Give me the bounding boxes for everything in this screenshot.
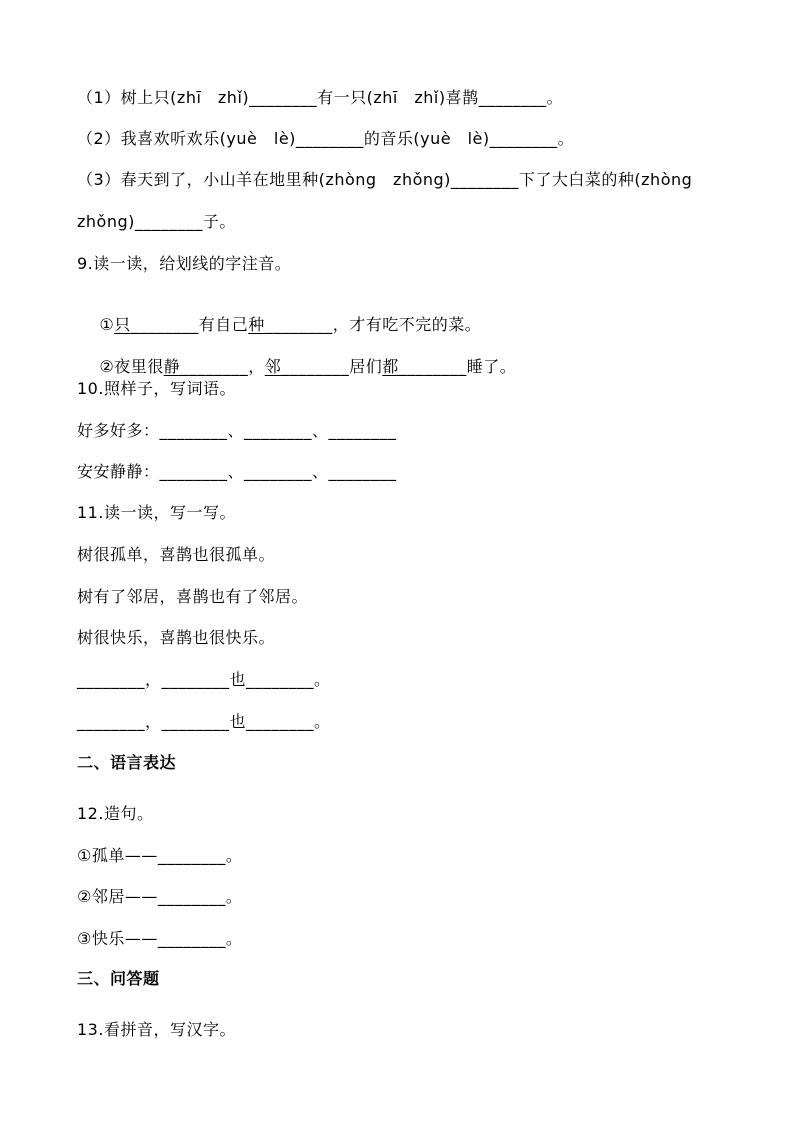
q11-blank-2: ________，________也________。 <box>77 712 331 731</box>
q8-item-1: （1）树上只(zhī zhǐ)________有一只(zhī zhǐ)喜鹊________。 <box>77 88 564 107</box>
q9-row1-blank1: ________有自己 <box>130 315 249 334</box>
q12-item-3: ③快乐——________。 <box>77 929 243 948</box>
q9-row2-prefix: ②夜里很 <box>99 357 164 376</box>
q11-title: 11.读一读，写一写。 <box>77 503 236 522</box>
q10-row-1: 好多好多：________、________、________ <box>77 421 397 440</box>
underlined-char: 邻 <box>264 357 282 376</box>
q8-item-2: （2）我喜欢听欢乐(yuè lè)________的音乐(yuè lè)________。 <box>77 129 575 148</box>
q10-row-2: 安安静静：________、________、________ <box>77 462 397 481</box>
q12-title: 12.造句。 <box>77 804 154 823</box>
q11-sentence-2: 树有了邻居，喜鹊也有了邻居。 <box>77 587 309 606</box>
q11-blank-1: ________，________也________。 <box>77 670 331 689</box>
q13-title: 13.看拼音，写汉字。 <box>77 1020 236 1039</box>
q9-row2-blank3: ________睡了。 <box>398 357 517 376</box>
q11-sentence-3: 树很快乐，喜鹊也很快乐。 <box>77 628 276 647</box>
q12-item-1: ①孤单——________。 <box>77 846 243 865</box>
q8-item-3-line1: （3）春天到了，小山羊在地里种(zhòng zhǒng)________下了大白菜的种(zhòng <box>77 170 693 189</box>
underlined-char: 都 <box>382 357 399 376</box>
q9-row2-blank1: ________， <box>180 357 265 376</box>
q9-row2-blank2: ________居们 <box>281 357 383 376</box>
section-3-heading: 三、问答题 <box>77 969 160 988</box>
q12-item-2: ②邻居——________。 <box>77 887 243 906</box>
q9-title: 9.读一读，给划线的字注音。 <box>77 254 292 273</box>
q10-title: 10.照样子，写词语。 <box>77 379 236 398</box>
q11-sentence-1: 树很孤单，喜鹊也很孤单。 <box>77 545 276 564</box>
q9-row1-blank2: ________，才有吃不完的菜。 <box>264 315 482 334</box>
q9-row1-num: ① <box>99 315 115 334</box>
section-2-heading: 二、语言表达 <box>77 753 177 772</box>
underlined-char: 只 <box>114 315 131 334</box>
underlined-char: 静 <box>163 357 181 376</box>
q8-item-3-line2: zhǒng)________子。 <box>77 212 236 231</box>
underlined-char: 种 <box>248 315 265 334</box>
